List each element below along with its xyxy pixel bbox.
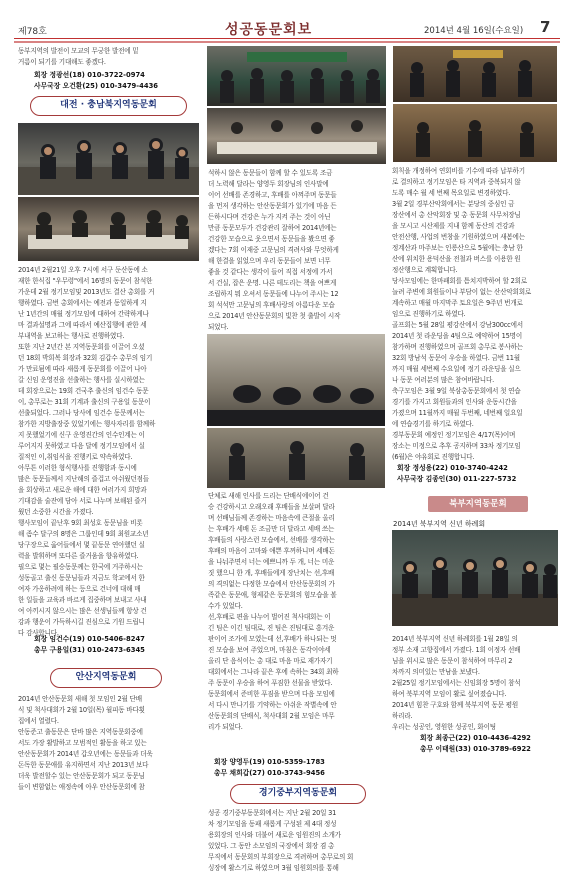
header-rule-top — [14, 38, 560, 39]
issue-date: 2014년 4월 16일(수요일) — [424, 26, 524, 36]
page-number: 7 — [540, 18, 551, 36]
mountain-ritual-image — [393, 104, 557, 162]
daejeon-section-title: 대전 · 충남북지역동문회 — [30, 96, 187, 116]
ansan-photo-1 — [207, 46, 386, 106]
bukbu-article-text: 2014년 북부지역 신년 하례회를 1월 28일 의 정부 소재 고향집에서 가졌다. 1회 이정자 선배 님을 위시로 많은 동문이 참석하여 마무리 2 차까지 의미있는 만남을 보냈다. 2월25일 정기모임에서는 신임회장 5명이 참석 하여 북부지역 모임이 활로 싶어졌습니다. 2014년 힘찬 구호와 함께 북부지역 동문 평원 하리라. 우리는 성공인, 영원한 성공인, 화이팅 — [392, 635, 521, 731]
header-rule-bottom — [14, 41, 560, 43]
ansan-photo-2 — [207, 108, 386, 164]
ansan-article-continued: 석하시 않은 동문들이 함께 할 수 있도록 조금 더 노력해 달라는 양영두 회장님의 인사말에 이어 선배를 존경하고, 후배를 아껴주며 동문들 을 먼저 생각하는 안산동문회가 있기에 마음 든 든하시다며 건강은 누가 지켜 주는 것이 아닌 만큼 동문모두가 건강관리 잘하여 2014년에는 건강한 모습으로 웃으면서 동문들을 봤으면 좋 겠다는 7회 이재중 고문님의 격려사와 무엇하게 해 한결을 읽었으며 우리 동문들이 보면 너무 좋을 것 같다는 생각이 들어 직접 서정에 가서 서 건실, 잡은 운명. 나른 테도리는 책을 여쁘게 조립하지 뭐 오셔서 동문들에 나누어 주시는 12 회 석석만 고문님의 후배사랑의 아름다운 모습 으로 2014년 안산동문회의 빛찬 첫 출발이 시작 되었다. — [208, 169, 341, 331]
banner-group-image — [207, 46, 386, 106]
yutnori-game-image — [207, 428, 385, 488]
bowing-ceremony-image — [207, 334, 385, 426]
group-photo-image — [18, 123, 199, 195]
gyeonggi-photo-2 — [393, 104, 557, 162]
ansan-article-text: 2014년 안산동문회 새해 첫 모임인 2월 단배 식 및 척사대회가 2월 10일(목) 월피동 바다횟 집에서 열렸다. 안동준고 출동문은 단바 많은 지역동문회중에 서도 가장 활발하고 모범적인 활동을 하고 있는 안산동문회가 2014년 갑오년에는 동문들과 더욱 돈독한 동문애를 유지하면서 지난 2013년 보다 더욱 발전할수 있는 안산동문회가 되고 동문님 들이 변함없는 애정속에 아우 안산동문회에 참 — [18, 695, 153, 791]
bukbu-photo-caption: 2014년 북부지역 신년 하례회 — [393, 520, 486, 528]
ansan-contacts: 회장 양영두(19) 010-5359-1783 총무 채희갑(27) 010-3743-9456 — [214, 758, 325, 777]
ansan-section-title: 안산지역동문회 — [50, 668, 162, 688]
gyeonggi-section-title: 경기중부지역동문회 — [230, 784, 366, 804]
ansan-article-bottom: 단체로 새해 인사를 드리는 단배식에이어 건 승 건강하시고 오래오래 후배들을 보살펴 달라 며 선배님들께 존경하는 마음속에 큰절을 올리 는 후배가 세배 돈 조금만 더 달라고 세배 쓰는 후배들의 사랑스런 모습에서, 선배를 생각하는 후배의 마음이 고마와 애쁜 후꺼하니며 세배돈 을 나눠주면서 너는 예쁘니까 두 개, 너는 미운 짓 했으니 한 개, 후배들에게 장난치는 선,후배 의 격의없는 다정한 모습에서 안산동문회의 가 족같은 동문애, 형제같은 동문회의 힘모습을 볼 수가 있었다. 선,후배로 편을 나누어 벌어진 척사대회는 이 긴 팀은 이긴 팀대로, 진 팀은 진팀대로 흥겨운 판이어 조가에 모였는데 선,후배가 하나되는 멋 진 모습을 보여 주었으며, 마침은 동각이야세 올리 단 음식이는 총 대로 마음 마로 재가자기 대회에서는 그나라 끝은 후에 속하는 34회 최하 주 동문이 우승을 하여 푸짐한 선물을 받았다. 동문회에서 준비한 푸짐을 받으며 다음 모임에 서 다시 만나기를 기약하는 아쉬운 작별속에 안 산동문회의 단배식, 척사대회 2월 모임은 마무 리가 되었다. — [208, 492, 339, 731]
newspaper-title: 성공동문회보 — [225, 22, 313, 38]
ansan-photo-3 — [207, 334, 385, 426]
dinner-photo-image — [18, 197, 199, 261]
bukbu-section-title: 북부지역동문회 — [428, 496, 528, 512]
hiking-group-image — [393, 46, 557, 102]
new-year-gathering-image — [392, 530, 558, 626]
bukbu-contacts: 회장 최종근(22) 010-4436-4292 총무 이태원(33) 010-3789-6922 — [420, 734, 531, 753]
gyeonggi-article-continued: 회칙을 개정하여 연회비를 기수에 따라 납부하기 로 결의하고 정기모임은 타 지역과 중복되지 않 도록 매수 월 세 번째 목요일로 변경하였다. 3월 2일 경부산악회에서는 분당의 중심인 금 장산에서 총 산악회장 및 총 동문회 사무처장님 을 모시고 시산제를 지내 함께 동산의 건강과 안전산행, 사업의 번창을 기원하였으며 새봄에는 정계산과 마주보는 인릉산으로 5월에는 충남 한 산에 위치한 용덕산을 전철과 버스를 이용한 원 정산행으로 계획합니다. 당사모임에는 한마패회를 틈치지박하여 할 2회로 늘려 주변에 회원들이나 부담이 없는 산산악회회로 계속하고 매월 마지막주 토요일은 9주년 번개로 임으로 진행하기로 하였다. 골프회는 5월 28일 평강산에서 강남300cc에서 2014년 첫 라운딩을 4팀으로 예약하여 15명이 참가하며 진행하였으며 골프회 총무로 봉사하는 32회 방남석 동문이 우승을 하였다. 금번 11월 까지 매월 세번째 수요일에 정기 라운딩을 실으 나 동문 여러분의 많은 참여바랍니다. 축구모임은 3월 9일 북삼총동문회에서 첫 연습 경기를 가지고 회원들과의 인사와 운동시간을 가졌으며 11월까지 매월 두번째, 네번째 일요일 에 연습경기를 하기로 하였다. 경부동문회 예정인 정기모임은 4/17(목)이며 장소는 미정으로 추후 공지하며 33차 정기모임 (6월)은 야유회로 진행합니다. — [392, 167, 532, 461]
gyeonggi-contacts: 회장 정성용(22) 010-3740-4242 사무국장 김종인(30) 011-227-5732 — [397, 464, 517, 483]
issue-number: 제78호 — [18, 27, 47, 37]
bukbu-photo — [392, 530, 558, 626]
ansan-photo-4 — [207, 428, 385, 488]
daejeon-contacts: 회장 임건수(19) 010-5406-8247 총무 구용일(31) 010-2473-6345 — [34, 635, 145, 654]
gyeonggi-article-text: 성공 경기중부동문회에서는 지난 2월 20일 31 차 정기모임을 동패 새롭게 구성된 제 4대 정성 용회장의 인사와 더불어 새로운 임원진의 소개가 있었다. 그 동안 소모임의 국장에서 회장 겸 총 무직에서 동문회의 부회장으로 격려하며 총무로의 회 싱장에 활스기로 하였으며 3월 임원회의를 통해 — [208, 809, 354, 872]
gyeonggi-photo-1 — [393, 46, 557, 102]
daejeon-photo-2 — [18, 197, 199, 261]
banquet-image — [207, 108, 386, 164]
daejeon-article-text: 2014년 2월21일 오후 7시에 서구 둔산동에 소 재한 한식집 "우무령"에서 16명의 동문이 참석한 가운데 2월 정기모임및 2013년도 결산 총회를 거 행하였다. 금번 총회에서는 예전과 동일하게 지 난 1년간의 매월 정기모임에 대하여 간략하게나 마 결과설명과 그에 따라서 예산집행에 관한 세 부내역을 보고하는 행사로 진행하였다. 또한 지난 2년간 본 지역동문회를 이끌어 오셨 던 18회 박희복 회장과 32회 김갑수 총무의 임기 가 만료됨에 따라 새롭게 동문회를 이끌어 나아 갈 신임 운영진을 선출하는 행사를 실시하였는 데 회장으로는 19회 건국추 출신의 임건수 동문 이, 총무로는 31회 기계과 출신의 구용일 동문이 선출되었다. 그러나 당사에 임건수 동문께서는 참가한 지방출장중 있었기에는 행사자리를 함께하 지 못했었기에 신구 운영진간의 인수인계는 이 루어지지 못하였고 다음 달에 정기모임에서 실 질적인 이,취임식을 진행키로 약속하였다. 아무튼 이러한 형식행사를 진행함과 동시에 많은 동문들께서 지난해의 즐겁고 아쉬웠던점들 을 회상하고 새로운 해에 대한 여러가지 희망과 기대감을 술잔에 담아 서로 나누며 보해된 즐거 웠던 소중한 시간을 가졌다. 행사모임이 끝난후 9회 최성호 동문님을 비롯 해 좀수 달구의 8명은 그룹인데 9회 최원교소년 당구장으로 옮어들에서 몇 끝동문 연아했던 실 력을 발휘하며 또다른 즐거움을 향유하였다. 필으로 몇는 필승동문께는 한국에 거주하시는 성동골고 출신 동문님들과 지금도 학교에서 한 여자 가옹하려에 하는 등으로 건너에 대해 매 한 일들을 교육과 바르게 집중하며 보내고 사내 여 아끼시지 않으시는 많은 선생님들께 항상 건 강과 행운이 가득하시길 진심으로 기원 드립니 다 감사합니다. — [18, 266, 156, 637]
intro-text: 동부지역의 발전이 모교의 무궁한 발전에 밑 거름이 되기를 기대해도 좋겠다. — [18, 47, 139, 66]
daejeon-photo-1 — [18, 123, 199, 195]
intro-contacts: 회장 정광선(18) 010-3722-0974 사무국장 오건환(25) 010-3479-4436 — [34, 71, 159, 90]
